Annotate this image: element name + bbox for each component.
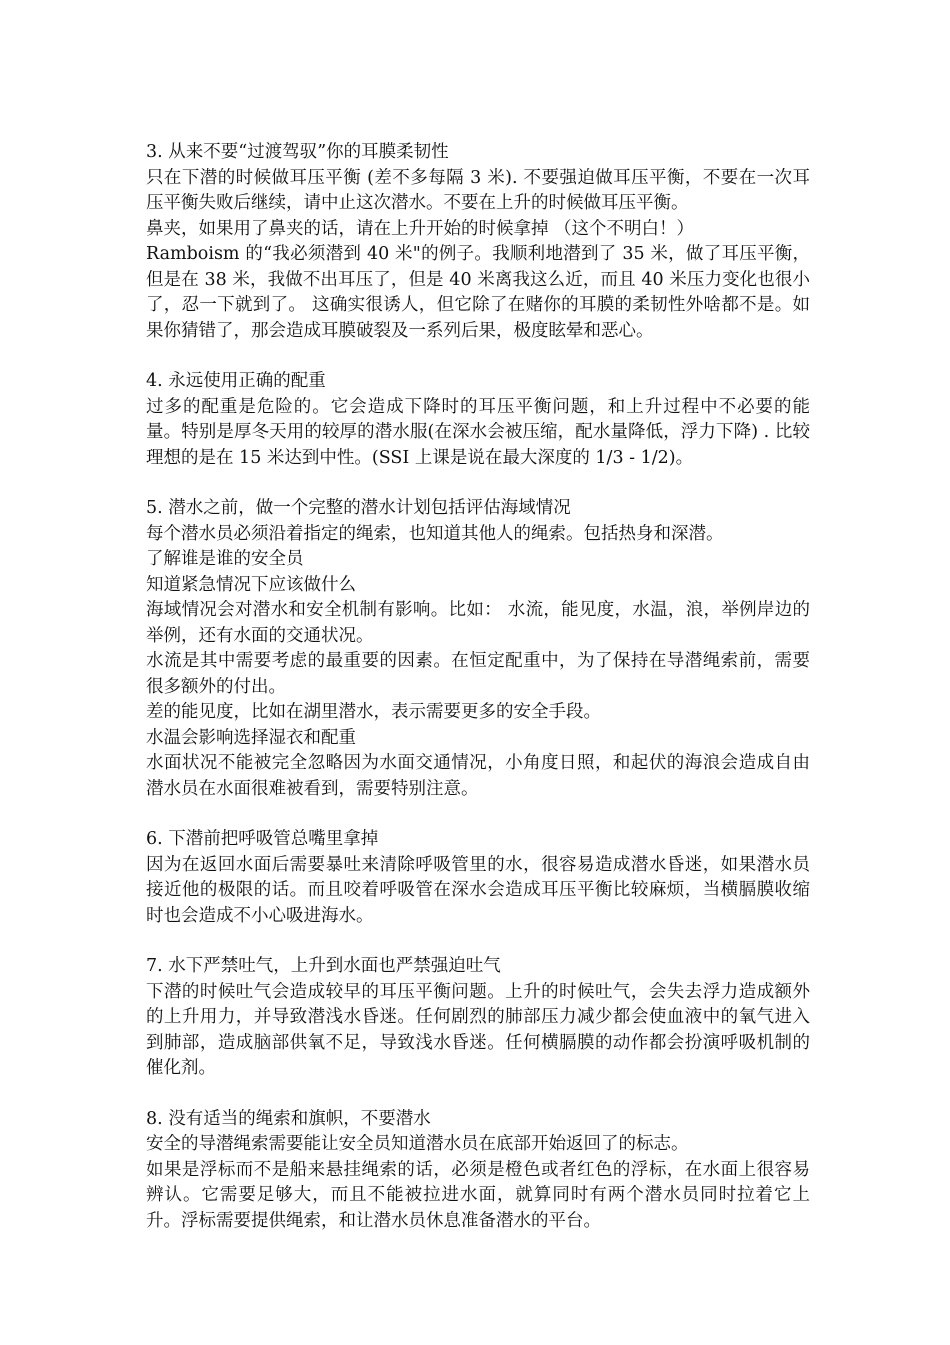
paragraph: 海域情况会对潜水和安全机制有影响。比如： 水流，能见度，水温，浪，举例岸边的举例，还有水面的交通状况。	[146, 600, 810, 646]
paragraph: 过多的配重是危险的。它会造成下降时的耳压平衡问题，和上升过程中不必要的能量。特别是厚冬天用的较厚的潜水服(在深水会被压缩，配水量降低，浮力下降) . 比较理想的是在 15 米达到中性。(SSI 上课是说在最大深度的 1/3 - 1/2)。	[146, 396, 810, 468]
paragraph: 水流是其中需要考虑的最重要的因素。在恒定配重中，为了保持在导潜绳索前，需要很多额外的付出。	[146, 651, 810, 697]
section-heading: 5. 潜水之前，做一个完整的潜水计划包括评估海域情况	[146, 498, 571, 518]
paragraph: 知道紧急情况下应该做什么	[146, 574, 356, 595]
section-8	[146, 1107, 810, 1235]
paragraph: 下潜的时候吐气会造成较早的耳压平衡问题。上升的时候吐气，会失去浮力造成额外的上升用力，并导致潜浅水昏迷。任何剧烈的肺部压力减少都会使血液中的氧气进入到肺部，造成脑部供氧不足，导致浅水昏迷。任何横膈膜的动作都会扮演呼吸机制的催化剂。	[146, 981, 810, 1078]
paragraph: Ramboism 的“我必须潜到 40 米"的例子。我顺利地潜到了 35 米，做了耳压平衡，但是在 38 米，我做不出耳压了，但是 40 米离我这么近，而且 40 米压力变化也很小了，忍一下就到了。 这确实很诱人，但它除了在赌你的耳膜的柔韧性外啥都不是。如果你猜错了，那会造成耳膜破裂及一系列后果，极度眩晕和恶心。	[146, 244, 810, 341]
paragraph: 水面状况不能被完全忽略因为水面交通情况，小角度日照，和起伏的海浪会造成自由潜水员在水面很难被看到，需要特别注意。	[146, 753, 810, 799]
section-5	[146, 496, 810, 802]
section-heading: 6. 下潜前把呼吸管总嘴里拿掉	[146, 829, 379, 849]
paragraph: 每个潜水员必须沿着指定的绳索，也知道其他人的绳索。包括热身和深潜。	[146, 523, 724, 544]
paragraph: 如果是浮标而不是船来悬挂绳索的话，必须是橙色或者红色的浮标，在水面上很容易辨认。它需要足够大，而且不能被拉进水面，就算同时有两个潜水员同时拉着它上升。浮标需要提供绳索，和让潜水员休息准备潜水的平台。	[146, 1159, 810, 1231]
paragraph: 因为在返回水面后需要暴吐来清除呼吸管里的水，很容易造成潜水昏迷，如果潜水员接近他的极限的话。而且咬着呼吸管在深水会造成耳压平衡比较麻烦，当横膈膜收缩时也会造成不小心吸进海水。	[146, 854, 810, 926]
paragraph: 鼻夹，如果用了鼻夹的话，请在上升开始的时候拿掉 （这个不明白！）	[146, 218, 695, 239]
section-3	[146, 140, 810, 344]
section-heading: 8. 没有适当的绳索和旗帜，不要潜水	[146, 1108, 431, 1129]
section-heading: 7. 水下严禁吐气，上升到水面也严禁强迫吐气	[146, 956, 501, 976]
paragraph: 只在下潜的时候做耳压平衡 (差不多每隔 3 米). 不要强迫做耳压平衡，不要在一次耳压平衡失败后继续，请中止这次潜水。不要在上升的时候做耳压平衡。	[146, 167, 810, 213]
paragraph: 差的能见度，比如在湖里潜水，表示需要更多的安全手段。	[146, 702, 601, 722]
paragraph: 了解谁是谁的安全员	[146, 549, 304, 569]
section-4	[146, 369, 810, 471]
paragraph: 水温会影响选择湿衣和配重	[146, 727, 356, 748]
paragraph: 安全的导潜绳索需要能让安全员知道潜水员在底部开始返回了的标志。	[146, 1134, 689, 1154]
section-7	[146, 954, 810, 1082]
section-6	[146, 827, 810, 929]
document-body	[146, 140, 810, 1234]
section-heading: 4. 永远使用正确的配重	[146, 371, 326, 391]
section-heading: 3. 从来不要“过渡驾驭”你的耳膜柔韧性	[146, 142, 449, 162]
